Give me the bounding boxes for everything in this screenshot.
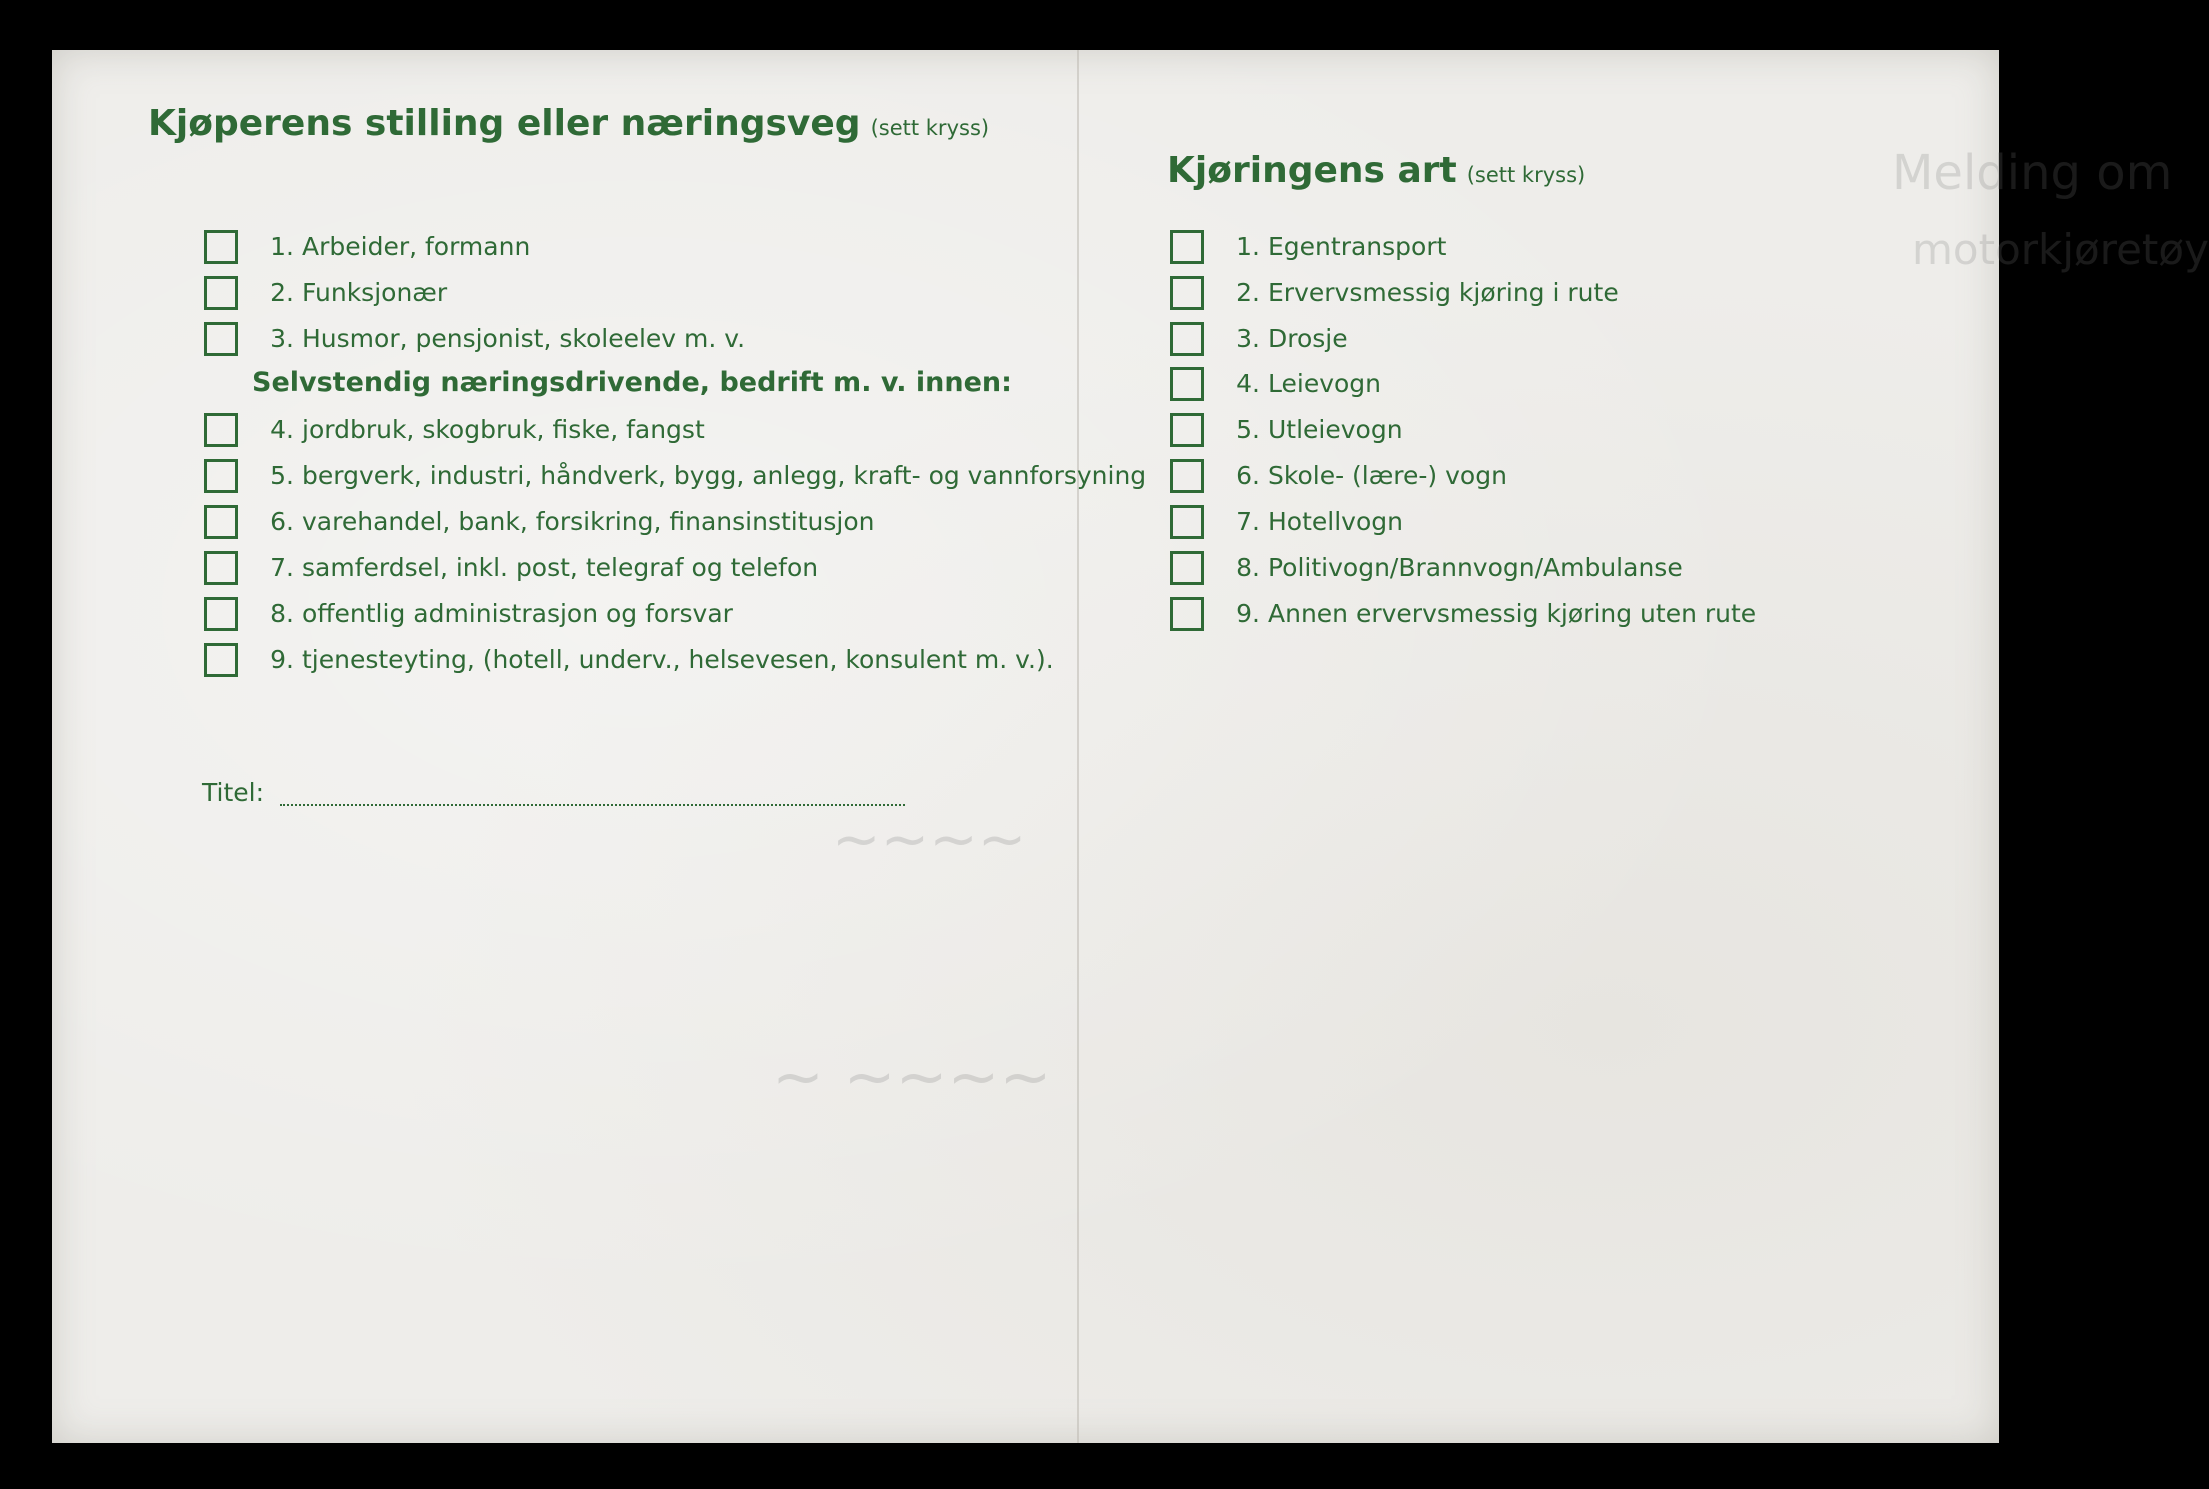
option-label: Funksjonær (302, 278, 448, 307)
option-label: Arbeider, formann (302, 232, 531, 261)
checkbox[interactable] (1170, 413, 1204, 447)
bleed-through-text: motorkjøretøy (1912, 225, 2209, 274)
option-label: Husmor, pensjonist, skoleelev m. v. (302, 324, 746, 353)
checkbox[interactable] (1170, 230, 1204, 264)
buyer-occupation-heading-text: Kjøperens stilling eller næringsveg (148, 103, 861, 144)
buyer-occupation-heading-note: (sett kryss) (870, 116, 990, 140)
checkbox[interactable] (204, 597, 238, 631)
option-label: jordbruk, skogbruk, fiske, fangst (302, 415, 705, 444)
driving-type-heading-text: Kjøringens art (1167, 150, 1457, 191)
option-label: Politivogn/Brannvogn/Ambulanse (1268, 553, 1683, 582)
checkbox[interactable] (1170, 551, 1204, 585)
option-number: 8. (1236, 553, 1260, 582)
checkbox[interactable] (204, 459, 238, 493)
checkbox[interactable] (204, 230, 238, 264)
title-input-line[interactable] (280, 804, 905, 806)
driving-type-heading (1167, 150, 1585, 191)
option-label: Leievogn (1268, 369, 1382, 398)
checkbox[interactable] (204, 505, 238, 539)
checkbox[interactable] (204, 322, 238, 356)
checkbox[interactable] (1170, 367, 1204, 401)
title-label: Titel: (202, 778, 264, 807)
option-label: offentlig administrasjon og forsvar (302, 599, 733, 628)
option-label: tjenesteyting, (hotell, underv., helsevesen, konsulent m. v.). (302, 645, 1054, 674)
checkbox[interactable] (1170, 597, 1204, 631)
buyer-occupation-heading (148, 103, 989, 144)
option-number: 3. (1236, 324, 1260, 353)
bleed-through-text: Melding om (1892, 145, 2173, 201)
option-number: 9. (1236, 599, 1260, 628)
option-number: 3. (270, 324, 294, 353)
option-number: 2. (1236, 278, 1260, 307)
option-label: Egentransport (1268, 232, 1447, 261)
option-label: Skole- (lære-) vogn (1268, 461, 1507, 490)
option-number: 4. (1236, 369, 1260, 398)
option-number: 6. (1236, 461, 1260, 490)
checkbox[interactable] (204, 643, 238, 677)
option-label: samferdsel, inkl. post, telegraf og telefon (302, 553, 819, 582)
checkbox[interactable] (1170, 322, 1204, 356)
option-label: Ervervsmessig kjøring i rute (1268, 278, 1619, 307)
option-number: 8. (270, 599, 294, 628)
option-label: Annen ervervsmessig kjøring uten rute (1268, 599, 1757, 628)
option-number: 7. (270, 553, 294, 582)
bleed-through-signature: ~ ~~~~ (772, 1040, 1052, 1113)
option-number: 7. (1236, 507, 1260, 536)
driving-type-heading-note: (sett kryss) (1466, 163, 1586, 187)
checkbox[interactable] (204, 276, 238, 310)
option-label: varehandel, bank, forsikring, finansinstitusjon (302, 507, 875, 536)
option-number: 1. (270, 232, 294, 261)
fold-crease (1077, 50, 1079, 1443)
option-label: Hotellvogn (1268, 507, 1403, 536)
option-number: 2. (270, 278, 294, 307)
checkbox[interactable] (1170, 276, 1204, 310)
option-number: 9. (270, 645, 294, 674)
checkbox[interactable] (204, 551, 238, 585)
option-label: Drosje (1268, 324, 1348, 353)
option-number: 4. (270, 415, 294, 444)
option-number: 1. (1236, 232, 1260, 261)
option-number: 5. (270, 461, 294, 490)
self-employed-subheading: Selvstendig næringsdrivende, bedrift m. v. innen: (252, 367, 1012, 398)
option-number: 6. (270, 507, 294, 536)
checkbox[interactable] (204, 413, 238, 447)
bleed-through-handwriting: ~~~~ (832, 805, 1027, 873)
option-label: Utleievogn (1268, 415, 1403, 444)
option-label: bergverk, industri, håndverk, bygg, anlegg, kraft- og vannforsyning (302, 461, 1147, 490)
option-number: 5. (1236, 415, 1260, 444)
checkbox[interactable] (1170, 505, 1204, 539)
checkbox[interactable] (1170, 459, 1204, 493)
